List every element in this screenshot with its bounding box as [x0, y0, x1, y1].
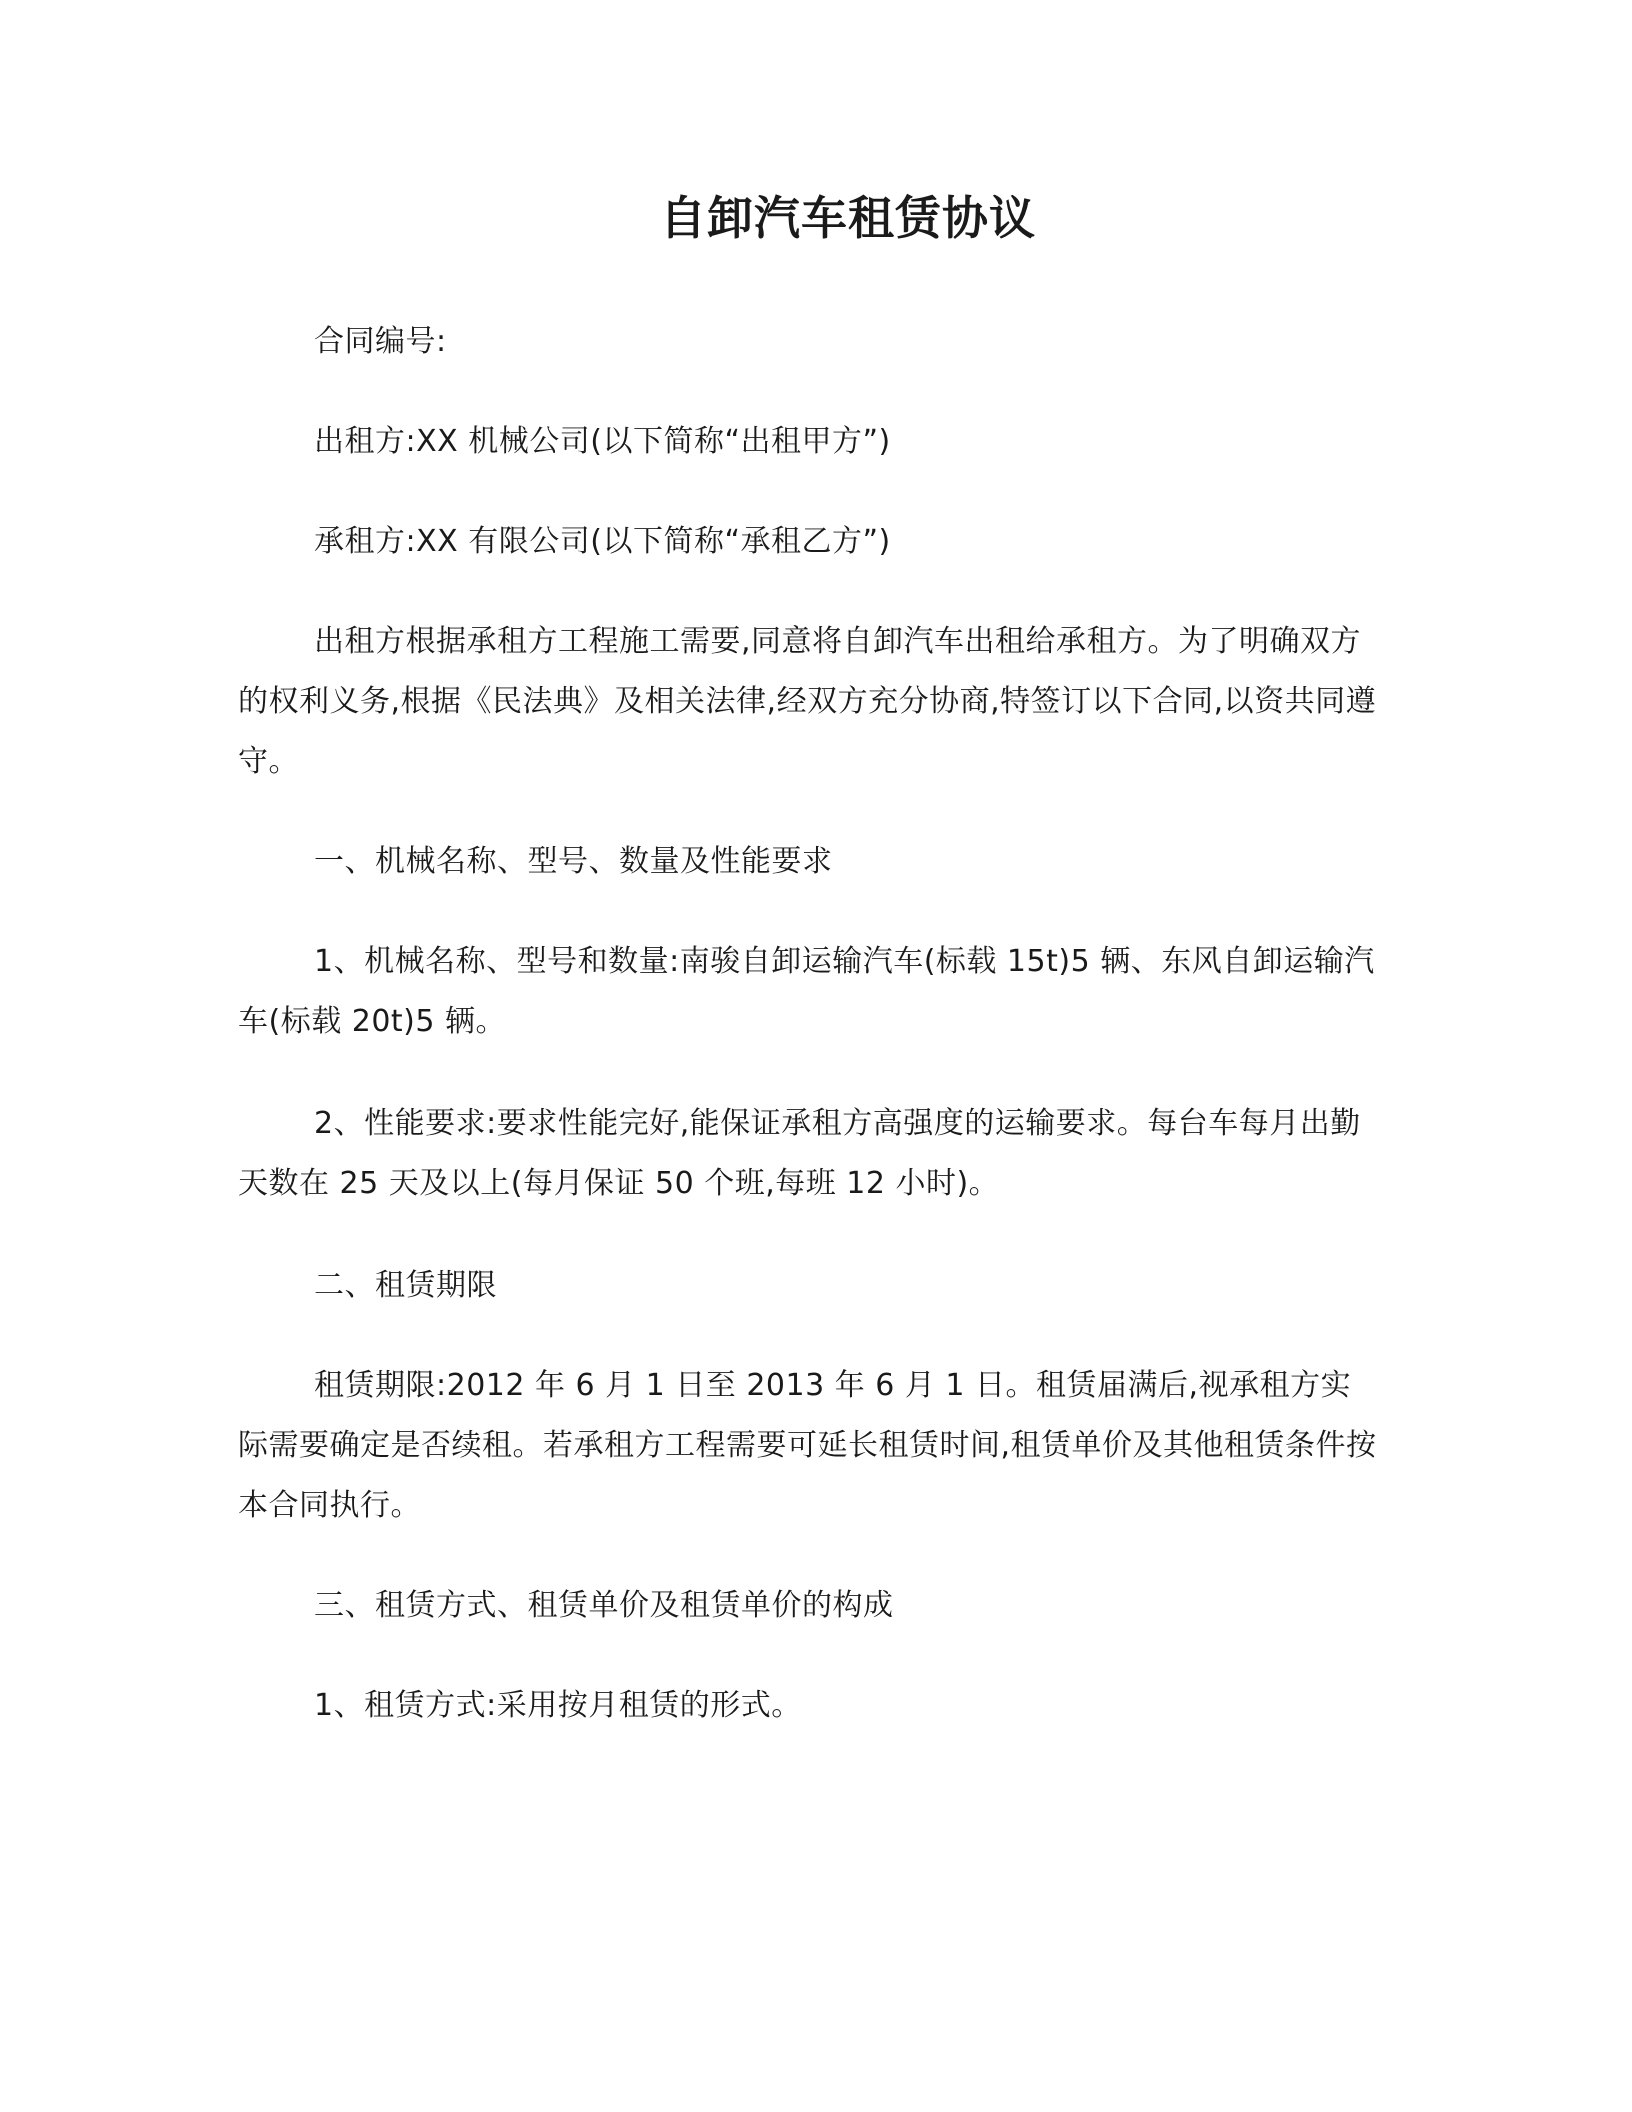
document-title: 自卸汽车租赁协议	[660, 191, 1036, 245]
section-2-heading: 二、租赁期限	[314, 1268, 497, 1303]
section-1-item-2: 2、性能要求:要求性能完好,能保证承租方高强度的运输要求。每台车每月出勤天数在 25 天及以上(每月保证 50 个班,每班 12 小时)。	[238, 1106, 1361, 1201]
section-3-item-1: 1、租赁方式:采用按月租赁的形式。	[314, 1688, 802, 1723]
section-1-item-1: 1、机械名称、型号和数量:南骏自卸运输汽车(标载 15t)5 辆、东风自卸运输汽车(标载 20t)5 辆。	[238, 944, 1375, 1039]
lessor-line: 出租方:XX 机械公司(以下简称“出租甲方”)	[314, 424, 891, 459]
section-2-body: 租赁期限:2012 年 6 月 1 日至 2013 年 6 月 1 日。租赁届满后,视承租方实际需要确定是否续租。若承租方工程需要可延长租赁时间,租赁单价及其他租赁条件按本合同执行。	[238, 1368, 1377, 1523]
intro-paragraph: 出租方根据承租方工程施工需要,同意将自卸汽车出租给承租方。为了明确双方的权利义务,根据《民法典》及相关法律,经双方充分协商,特签订以下合同,以资共同遵守。	[238, 624, 1377, 779]
section-3-heading: 三、租赁方式、租赁单价及租赁单价的构成	[314, 1588, 894, 1623]
lessee-line: 承租方:XX 有限公司(以下简称“承租乙方”)	[314, 524, 891, 559]
contract-number-label: 合同编号:	[314, 324, 447, 359]
section-1-heading: 一、机械名称、型号、数量及性能要求	[314, 844, 833, 879]
